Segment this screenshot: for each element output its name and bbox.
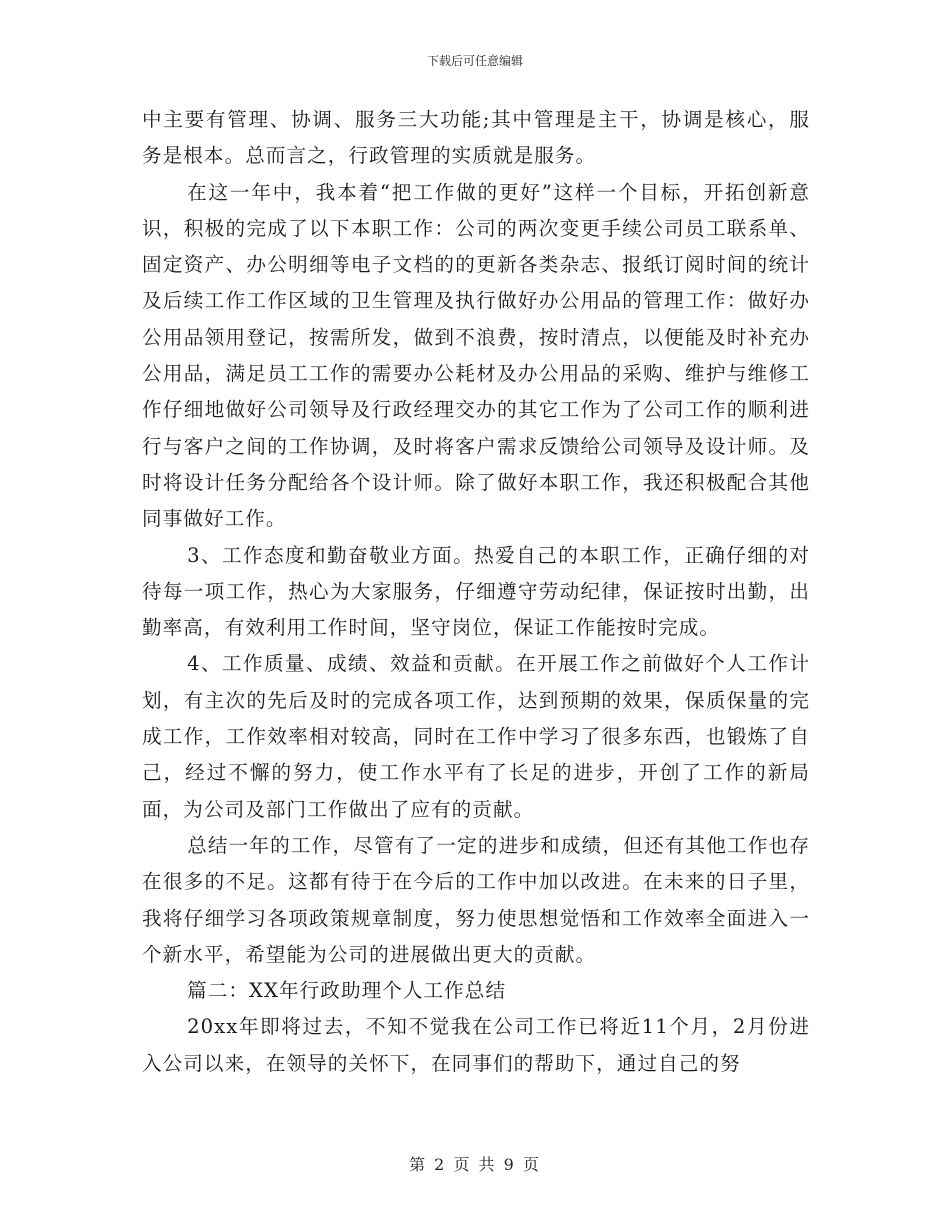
paragraph: 总结一年的工作，尽管有了一定的进步和成绩，但还有其他工作也存在很多的不足。这都有待于在今后的工作中加以改进。在未来的日子里，我将仔细学习各项政策规章制度，努力使思想觉悟和工作效率全面进入一个新水平，希望能为公司的进展做出更大的贡献。	[142, 833, 810, 966]
paragraph: 3、工作态度和勤奋敬业方面。热爱自己的本职工作，正确仔细的对待每一项工作，热心为大家服务，仔细遵守劳动纪律，保证按时出勤，出勤率高，有效利用工作时间，坚守岗位，保证工作能按时完成。	[142, 543, 810, 640]
paragraph: 20xx年即将过去，不知不觉我在公司工作已将近11个月，2月份进入公司以来，在领导的关怀下，在同事们的帮助下，通过自己的努	[142, 1015, 810, 1075]
paragraph: 在这一年中，我本着“把工作做的更好”这样一个目标，开拓创新意识，积极的完成了以下本职工作：公司的两次变更手续公司员工联系单、固定资产、办公明细等电子文档的的更新各类杂志、报纸订阅时间的统计及后续工作工作区域的卫生管理及执行做好办公用品的管理工作：做好办公用品领用登记，按需所发，做到不浪费，按时清点，以便能及时补充办公用品，满足员工工作的需要办公耗材及办公用品的采购、维护与维修工作仔细地做好公司领导及行政经理交办的其它工作为了公司工作的顺利进行与客户之间的工作协调，及时将客户需求反馈给公司领导及设计师。及时将设计任务分配给各个设计师。除了做好本职工作，我还积极配合其他同事做好工作。	[142, 180, 810, 531]
page-number: 第 2 页 共 9 页	[409, 1155, 541, 1174]
document-body	[142, 102, 810, 1082]
page-header: 下载后可任意编辑	[426, 54, 523, 68]
section-heading: 篇二：XX年行政助理个人工作总结	[187, 979, 507, 1003]
paragraph: 4、工作质量、成绩、效益和贡献。在开展工作之前做好个人工作计划，有主次的先后及时的完成各项工作，达到预期的效果，保质保量的完成工作，工作效率相对较高，同时在工作中学习了很多东西，也锻炼了自己，经过不懈的努力，使工作水平有了长足的进步，开创了工作的新局面，为公司及部门工作做出了应有的贡献。	[142, 652, 810, 821]
paragraph: 中主要有管理、协调、服务三大功能;其中管理是主干，协调是核心，服务是根本。总而言之，行政管理的实质就是服务。	[142, 108, 810, 168]
